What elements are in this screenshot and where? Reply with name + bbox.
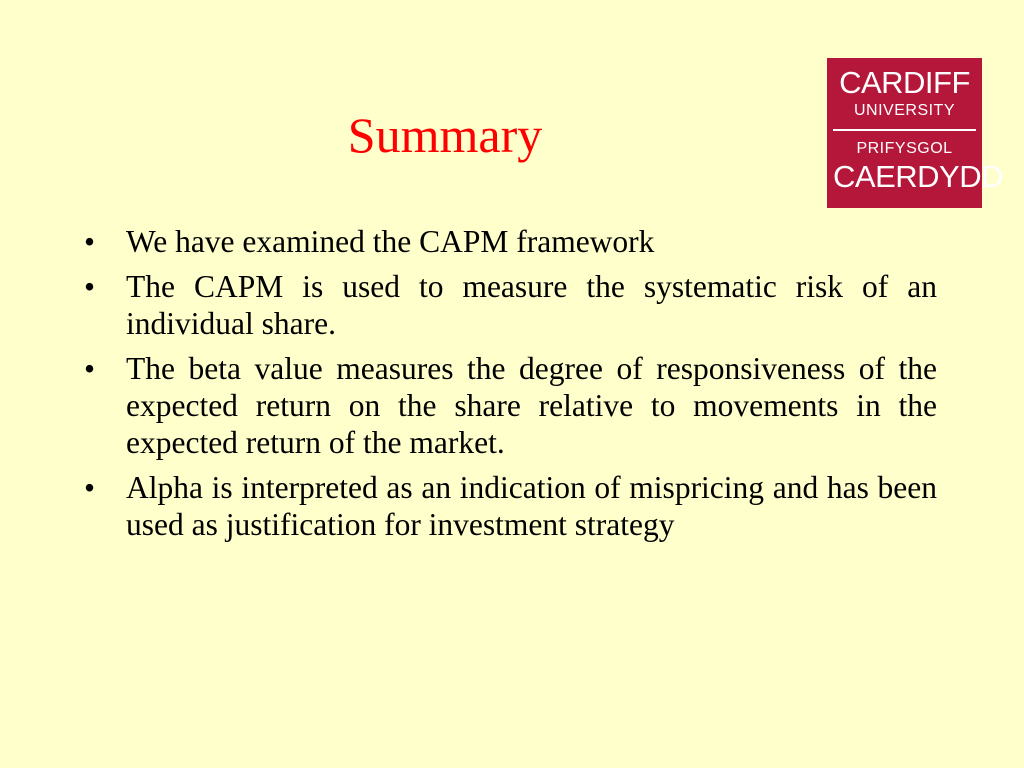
logo-line-caerdydd: CAERDYDD [833, 159, 1003, 194]
logo-english [833, 63, 976, 131]
bullet-item [84, 350, 937, 461]
bullet-list [84, 223, 937, 551]
bullet-text: The beta value measures the degree of responsiveness of the expected return on the share relative to movements in the expected return of the market. [126, 351, 937, 460]
bullet-icon: • [84, 351, 96, 386]
logo-welsh [833, 131, 1003, 194]
bullet-item [84, 268, 937, 342]
bullet-icon: • [84, 470, 96, 505]
bullet-item [84, 223, 937, 260]
bullet-text: The CAPM is used to measure the systematic risk of an individual share. [126, 269, 937, 341]
logo-line-prifysgol: PRIFYSGOL [856, 140, 953, 157]
bullet-text: We have examined the CAPM framework [126, 224, 655, 259]
bullet-text: Alpha is interpreted as an indication of mispricing and has been used as justification for investment strategy [126, 470, 937, 542]
logo-line-university: UNIVERSITY [853, 102, 955, 119]
bullet-icon: • [84, 224, 96, 259]
bullet-item [84, 469, 937, 543]
cardiff-university-logo [827, 58, 1003, 208]
bullet-icon: • [84, 269, 96, 304]
slide-title: Summary [347, 107, 543, 163]
logo-line-cardiff: CARDIFF [839, 65, 970, 100]
